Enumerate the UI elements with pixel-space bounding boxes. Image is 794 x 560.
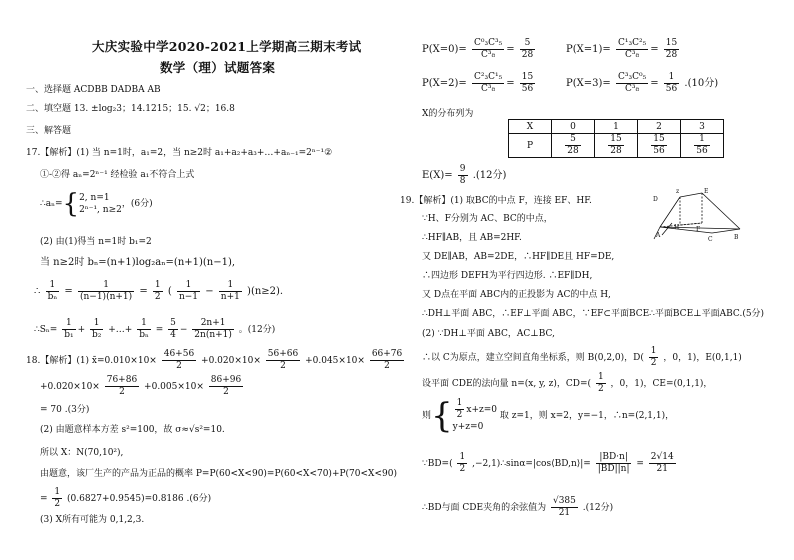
table-cell: 0 <box>552 120 595 134</box>
q19-line-6: 又 D点在平面 ABC内的正投影为 AC的中点 H, <box>422 290 611 300</box>
q19-line-3: ∴HF∥AB，且 AB=2HF. <box>422 233 522 243</box>
q18-line-6: 由题意，该厂生产的产品为正品的概率 P=P(60<X<90)=P(60<X<70)+P(70<X<90) <box>40 469 397 479</box>
table-cell: X <box>509 120 552 134</box>
exam-title: 大庆实验中学2020-2021上学期高三期末考试 <box>92 39 362 54</box>
table-row <box>509 134 724 158</box>
table-cell: 2 <box>638 120 681 134</box>
table-cell: $\frac{15}{28}$ <box>595 134 638 158</box>
q19-line-9: ∴以 C为原点，建立空间直角坐标系，则 B(0,2,0)，D( $\frac{1}{2}$ ，0，1)，E(0,1,1) <box>422 346 742 368</box>
figure-label: B <box>734 234 739 241</box>
q19-line-1: 19.【解析】(1) 取BC的中点 F，连接 EF、HF. <box>400 196 592 206</box>
table-cell: P <box>509 134 552 158</box>
q18-line-8: (3) X所有可能为 0,1,2,3. <box>40 515 145 525</box>
section-choice-answers: 一、选择题 ACDBB DADBA AB <box>26 85 161 95</box>
geometry-figure <box>652 187 744 243</box>
section-solutions-heading: 三、解答题 <box>26 126 72 136</box>
figure-label: C <box>708 236 713 243</box>
distribution-table <box>508 119 724 158</box>
q17-line-2: ①-②得 aₙ=2ⁿ⁻¹ 经检验 a₁不符合上式 <box>40 170 195 180</box>
q19-line-8: (2) ∵DH⊥平面 ABC，AC⊥BC, <box>422 329 555 339</box>
q19-line-5: ∴四边形 DEFH为平行四边形. ∴EF∥DH, <box>422 271 593 281</box>
figure-label: A <box>656 232 661 239</box>
table-cell: $\frac{5}{28}$ <box>552 134 595 158</box>
q19-line-2: ∵H、F分别为 AC、BC的中点， <box>422 214 553 224</box>
prob-x2: P(X=2)= $\frac{\text{C²₃C¹₅}}{\text{C³₈}}$ = $\frac{15}{56}$ <box>422 72 534 94</box>
expectation: E(X)= $\frac{9}{8}$ .(12分) <box>422 164 507 186</box>
table-cell: 3 <box>681 120 724 134</box>
q19-line-7: ∴DH⊥平面 ABC，∴EF⊥平面 ABC，∵EF⊂平面BCE∴平面BCE⊥平面ABC.(5分) <box>422 309 765 319</box>
q19-system: 则{ $\frac{1}{2}$ x+z=0 y+z=0 取 z=1，则 x=2，y=−1，∴n=(2,1,1)， <box>422 396 675 436</box>
figure-label: D <box>653 196 658 203</box>
figure-label: F <box>696 226 701 233</box>
table-header-row <box>509 120 724 134</box>
q18-line-3: = 70 .(3分) <box>40 405 90 415</box>
section-fill-answers: 二、填空题 13. ±log₂3；14.1215；15. √2；16.8 <box>26 104 235 114</box>
q19-line-13: ∴BD与面 CDE夹角的余弦值为 $\frac{√385}{21}$ .(12分) <box>422 496 614 518</box>
q18-line-4: (2) 由题意样本方差 s²=100，故 σ≈√s²=10. <box>40 425 225 435</box>
q17-line-7: ∴Sₙ= $\frac{1}{\text{b₁}}$ + $\frac{1}{\text{b₂}}$ +…+ $\frac{1}{\text{bₙ}}$ = $\frac{5}{4}$ − $\frac{2n+1}{2n(n+1)}$ 。(12分) <box>34 318 276 340</box>
q19-line-4: 又 DE∥AB，AB=2DE，∴HF∥DE且 HF=DE, <box>422 252 615 262</box>
figure-label: z <box>676 188 680 195</box>
q18-line-5: 所以 X：N(70,10²), <box>40 448 124 458</box>
figure-label: E <box>704 188 709 195</box>
table-cell: 1 <box>595 120 638 134</box>
exam-subtitle: 数学（理）试题答案 <box>160 60 276 75</box>
q17-line-5: 当 n≥2时 bₙ=(n+1)log₂aₙ=(n+1)(n−1), <box>40 257 236 268</box>
q18-line-7: = $\frac{1}{2}$ (0.6827+0.9545)=0.8186 .(6分) <box>40 487 212 509</box>
q17-line-1: 17.【解析】(1) 当 n=1时，a₁=2，当 n≥2时 a₁+a₂+a₃+…+aₙ₋₁=2ⁿ⁻¹② <box>26 148 333 158</box>
figure-label: H <box>674 224 680 231</box>
prob-x1: P(X=1)= $\frac{\text{C¹₃C²₅}}{\text{C³₈}}$ = $\frac{15}{28}$ <box>566 38 678 60</box>
prob-x3: P(X=3)= $\frac{\text{C³₃C⁰₅}}{\text{C³₈}}$ = $\frac{1}{56}$ .(10分) <box>566 72 719 94</box>
q18-line-1: 18.【解析】(1) x̄=0.010×10× $\frac{46+56}{2}$ +0.020×10× $\frac{56+66}{2}$ +0.045×10× $\frac{66+76}{2}$ <box>26 349 403 371</box>
table-cell: $\frac{15}{56}$ <box>638 134 681 158</box>
q19-line-12: ∵BD=( $\frac{1}{2}$ ,−2,1)∴sinα=|cos⟨BD,n⟩|= $\frac{|BD\cdot n|}{|BD||n|}$ = $\frac{2√14}{21}$ <box>422 452 674 474</box>
q18-line-2: +0.020×10× $\frac{76+86}{2}$ +0.005×10× $\frac{86+96}{2}$ <box>40 375 242 397</box>
q19-line-10: 设平面 CDE的法向量 n=(x, y, z)，CD=( $\frac{1}{2}$ ，0，1)，CE=(0,1,1)， <box>422 372 713 394</box>
q17-line-6: ∴ $\frac{1}{\text{bₙ}}$ = $\frac{1}{(n-1)(n+1)}$ = $\frac{1}{2}$ ( $\frac{1}{n-1}$ − $\frac{1}{n+1}$ )(n≥2). <box>34 280 284 302</box>
distribution-label: X的分布列为 <box>422 109 474 119</box>
q17-line-4: (2) 由(1)得当 n=1时 b₁=2 <box>40 237 152 247</box>
q17-piecewise: ∴aₙ={ 2, n=1 2ⁿ⁻¹, n≥2 ，(6分) <box>40 189 153 219</box>
table-cell: $\frac{1}{56}$ <box>681 134 724 158</box>
prob-x0: P(X=0)= $\frac{\text{C⁰₃C³₅}}{\text{C³₈}}$ = $\frac{5}{28}$ <box>422 38 534 60</box>
